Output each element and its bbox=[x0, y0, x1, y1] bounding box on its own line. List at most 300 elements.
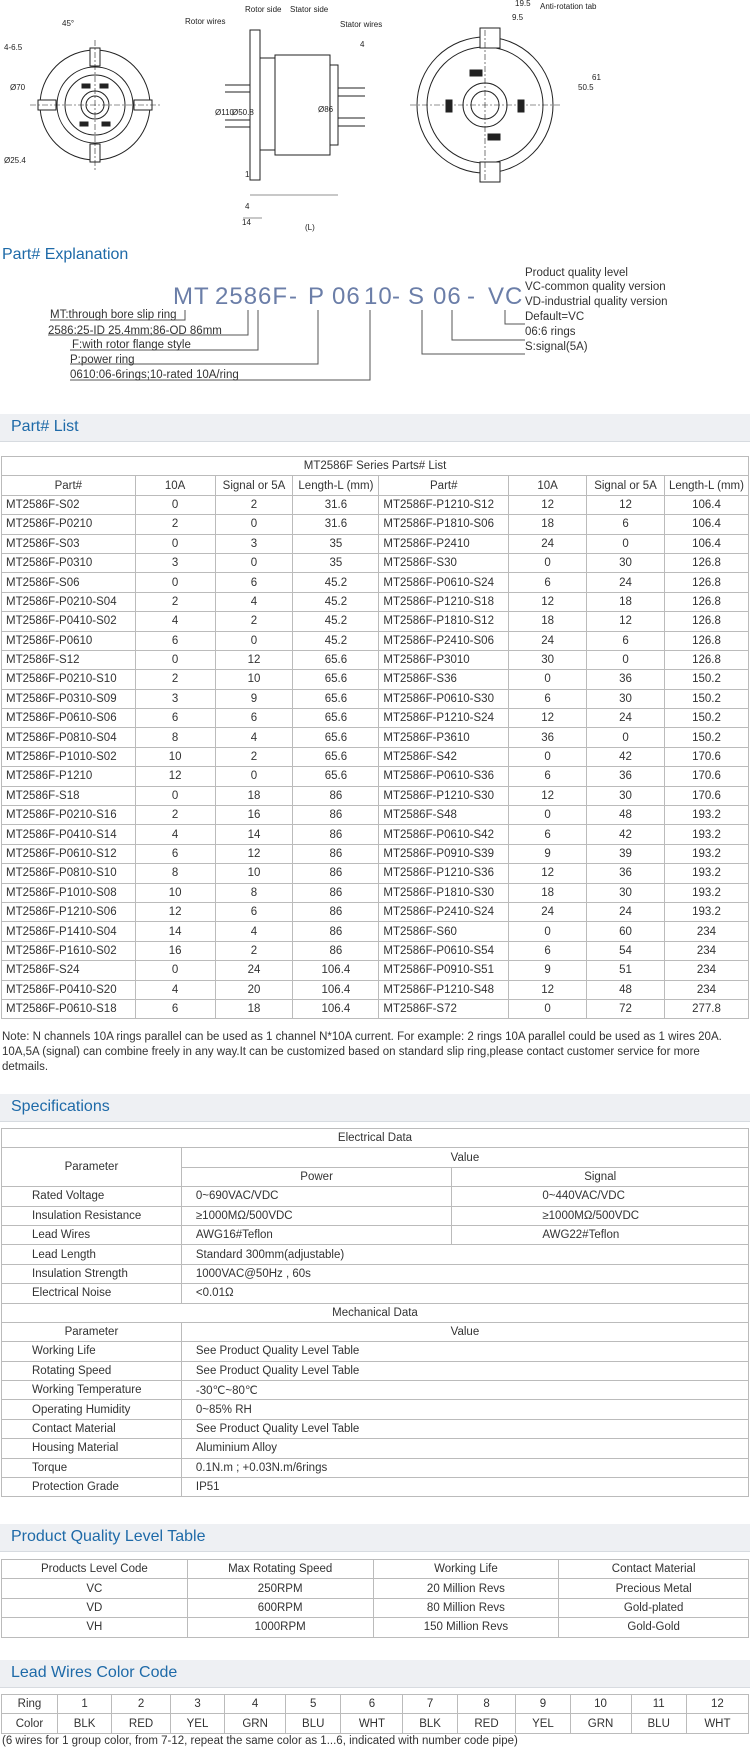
wire-color: BLU bbox=[286, 1714, 341, 1733]
table-row bbox=[2, 1206, 749, 1225]
specs-header bbox=[0, 1094, 750, 1122]
part-number: MT2586F-P1410-S04 bbox=[2, 922, 136, 941]
partlist-col-header: Length-L (mm) bbox=[664, 476, 748, 495]
spec-param: Insulation Resistance bbox=[2, 1206, 182, 1225]
part-value: 24 bbox=[587, 573, 665, 592]
part-value: 24 bbox=[587, 709, 665, 728]
part-number: MT2586F-P0210-S16 bbox=[2, 806, 136, 825]
part-number: MT2586F-P2410-S06 bbox=[379, 631, 509, 650]
part-value: 8 bbox=[215, 883, 293, 902]
part-value: 6 bbox=[215, 709, 293, 728]
table-row bbox=[2, 631, 749, 650]
part-value: 6 bbox=[135, 999, 215, 1018]
table-row bbox=[2, 1264, 749, 1283]
wire-color: GRN bbox=[570, 1714, 631, 1733]
quality-cell: VC bbox=[2, 1579, 188, 1598]
dim-hole: 4-6.5 bbox=[4, 43, 23, 52]
spec-value: 0~85% RH bbox=[181, 1400, 748, 1419]
part-value: 6 bbox=[215, 573, 293, 592]
part-number: MT2586F-S60 bbox=[379, 922, 509, 941]
part-value: 31.6 bbox=[293, 495, 379, 514]
part-value: 36 bbox=[509, 728, 587, 747]
exp-series: 2586:25-ID 25.4mm;86-OD 86mm bbox=[48, 325, 222, 337]
label-rotor-side: Rotor side bbox=[245, 5, 282, 14]
spec-value: 1000VAC@50Hz , 60s bbox=[181, 1264, 748, 1283]
table-row bbox=[2, 1361, 749, 1380]
dim-45: 45° bbox=[62, 19, 75, 28]
part-value: 106.4 bbox=[664, 534, 748, 553]
quality-cell: 150 Million Revs bbox=[373, 1618, 559, 1637]
dim-d25: Ø25.4 bbox=[4, 156, 26, 165]
spec-param: Rated Voltage bbox=[2, 1187, 182, 1206]
part-value: 106.4 bbox=[293, 999, 379, 1018]
mech-param-head: Parameter bbox=[2, 1322, 182, 1341]
part-number: MT2586F-P0610-S42 bbox=[379, 825, 509, 844]
part-value: 193.2 bbox=[664, 883, 748, 902]
part-value: 6 bbox=[509, 941, 587, 960]
part-value: 0 bbox=[587, 534, 665, 553]
part-value: 4 bbox=[135, 612, 215, 631]
part-value: 193.2 bbox=[664, 825, 748, 844]
leadwires-note: (6 wires for 1 group color, from 7-12, repeat the same color as 1...6, indicated with number code pipe) bbox=[2, 1735, 518, 1747]
part-value: 86 bbox=[293, 883, 379, 902]
part-value: 0 bbox=[215, 767, 293, 786]
part-value: 31.6 bbox=[293, 515, 379, 534]
wire-color: WHT bbox=[341, 1714, 403, 1733]
table-row bbox=[2, 1225, 749, 1244]
part-value: 24 bbox=[509, 534, 587, 553]
elec-param-head: Parameter bbox=[2, 1148, 182, 1187]
part-value: 150.2 bbox=[664, 670, 748, 689]
part-value: 2 bbox=[135, 515, 215, 534]
leadwires-table bbox=[1, 1694, 749, 1734]
part-value: 30 bbox=[587, 786, 665, 805]
wire-color: YEL bbox=[516, 1714, 570, 1733]
part-value: 4 bbox=[215, 922, 293, 941]
part-value: 150.2 bbox=[664, 689, 748, 708]
part-value: 234 bbox=[664, 980, 748, 999]
part-value: 170.6 bbox=[664, 767, 748, 786]
table-row bbox=[2, 999, 749, 1018]
spec-param: Torque bbox=[2, 1458, 182, 1477]
part-value: 3 bbox=[215, 534, 293, 553]
code-dash2: - bbox=[392, 283, 401, 310]
ring-number: 7 bbox=[403, 1695, 457, 1714]
part-value: 18 bbox=[215, 786, 293, 805]
part-value: 0 bbox=[215, 553, 293, 572]
part-value: 54 bbox=[587, 941, 665, 960]
table-row bbox=[2, 922, 749, 941]
part-value: 4 bbox=[215, 728, 293, 747]
part-value: 45.2 bbox=[293, 612, 379, 631]
spec-power-value: 0~690VAC/VDC bbox=[181, 1187, 451, 1206]
wire-color: YEL bbox=[170, 1714, 224, 1733]
part-value: 24 bbox=[587, 902, 665, 921]
dim-d110: Ø110 bbox=[215, 108, 234, 117]
part-value: 24 bbox=[509, 902, 587, 921]
part-value: 60 bbox=[587, 922, 665, 941]
part-value: 65.6 bbox=[293, 670, 379, 689]
electrical-title: Electrical Data bbox=[2, 1129, 749, 1148]
spec-value: IP51 bbox=[181, 1478, 748, 1497]
partlist-col-header: Part# bbox=[2, 476, 136, 495]
part-value: 20 bbox=[215, 980, 293, 999]
spec-signal-value: ≥1000MΩ/500VDC bbox=[452, 1206, 749, 1225]
part-value: 65.6 bbox=[293, 709, 379, 728]
part-value: 193.2 bbox=[664, 864, 748, 883]
table-row bbox=[2, 806, 749, 825]
part-value: 86 bbox=[293, 922, 379, 941]
part-value: 6 bbox=[215, 902, 293, 921]
part-value: 10 bbox=[135, 883, 215, 902]
part-value: 4 bbox=[135, 980, 215, 999]
part-number: MT2586F-S30 bbox=[379, 553, 509, 572]
part-value: 0 bbox=[135, 495, 215, 514]
wire-color: BLK bbox=[403, 1714, 457, 1733]
part-number: MT2586F-P2410-S24 bbox=[379, 902, 509, 921]
table-row bbox=[2, 864, 749, 883]
table-row bbox=[2, 592, 749, 611]
part-value: 6 bbox=[509, 689, 587, 708]
quality-cell: 80 Million Revs bbox=[373, 1598, 559, 1617]
partlist-col-header: 10A bbox=[509, 476, 587, 495]
dim-d70: Ø70 bbox=[10, 83, 26, 92]
quality-cell: Precious Metal bbox=[559, 1579, 749, 1598]
part-value: 0 bbox=[509, 553, 587, 572]
part-value: 106.4 bbox=[664, 515, 748, 534]
table-row bbox=[2, 1478, 749, 1497]
exp-signal: S:signal(5A) bbox=[525, 341, 588, 353]
exp-default: Default=VC bbox=[525, 311, 585, 323]
part-number: MT2586F-S03 bbox=[2, 534, 136, 553]
part-number: MT2586F-P0210 bbox=[2, 515, 136, 534]
ring-number: 1 bbox=[58, 1695, 112, 1714]
partlist-table-title: MT2586F Series Parts# List bbox=[2, 457, 749, 476]
part-number: MT2586F-S72 bbox=[379, 999, 509, 1018]
part-value: 24 bbox=[215, 961, 293, 980]
spec-param: Electrical Noise bbox=[2, 1284, 182, 1303]
spec-param: Protection Grade bbox=[2, 1478, 182, 1497]
spec-param: Lead Length bbox=[2, 1245, 182, 1264]
part-value: 86 bbox=[293, 941, 379, 960]
exp-mt: MT:through bore slip ring bbox=[50, 309, 177, 321]
part-value: 48 bbox=[587, 980, 665, 999]
part-value: 277.8 bbox=[664, 999, 748, 1018]
part-value: 24 bbox=[509, 631, 587, 650]
part-value: 9 bbox=[509, 961, 587, 980]
table-row bbox=[2, 534, 749, 553]
quality-col-header: Max Rotating Speed bbox=[187, 1560, 373, 1579]
code-quality: VC bbox=[488, 283, 524, 310]
quality-cell: VD bbox=[2, 1598, 188, 1617]
front-view bbox=[30, 40, 160, 170]
part-value: 12 bbox=[215, 844, 293, 863]
part-value: 6 bbox=[587, 515, 665, 534]
code-dash3: - bbox=[467, 283, 476, 310]
part-number: MT2586F-P0410-S14 bbox=[2, 825, 136, 844]
part-number: MT2586F-P0910-S39 bbox=[379, 844, 509, 863]
part-value: 6 bbox=[135, 709, 215, 728]
part-value: 126.8 bbox=[664, 612, 748, 631]
quality-cell: 20 Million Revs bbox=[373, 1579, 559, 1598]
part-value: 30 bbox=[587, 553, 665, 572]
wire-color: WHT bbox=[686, 1714, 748, 1733]
part-value: 0 bbox=[509, 670, 587, 689]
spec-param: Housing Material bbox=[2, 1439, 182, 1458]
wire-color: RED bbox=[457, 1714, 516, 1733]
spec-signal-value: AWG22#Teflon bbox=[452, 1225, 749, 1244]
rear-view bbox=[410, 28, 560, 182]
table-row bbox=[2, 1342, 749, 1361]
quality-cell: Gold-Gold bbox=[559, 1618, 749, 1637]
part-number: MT2586F-S42 bbox=[379, 747, 509, 766]
quality-cell: 600RPM bbox=[187, 1598, 373, 1617]
part-value: 193.2 bbox=[664, 844, 748, 863]
part-number: MT2586F-P1210-S36 bbox=[379, 864, 509, 883]
part-value: 0 bbox=[135, 786, 215, 805]
code-power-rings: 06 bbox=[332, 283, 361, 310]
elec-value-head: Value bbox=[181, 1148, 748, 1167]
part-value: 12 bbox=[509, 495, 587, 514]
wire-color: BLK bbox=[58, 1714, 112, 1733]
table-row bbox=[2, 495, 749, 514]
part-value: 86 bbox=[293, 806, 379, 825]
table-row bbox=[2, 1381, 749, 1400]
part-value: 0 bbox=[509, 747, 587, 766]
part-number: MT2586F-P0310 bbox=[2, 553, 136, 572]
part-value: 126.8 bbox=[664, 553, 748, 572]
wire-color: BLU bbox=[631, 1714, 686, 1733]
table-row bbox=[2, 650, 749, 669]
part-value: 126.8 bbox=[664, 650, 748, 669]
table-row bbox=[2, 1284, 749, 1303]
part-value: 106.4 bbox=[664, 495, 748, 514]
part-value: 9 bbox=[215, 689, 293, 708]
table-row bbox=[2, 1187, 749, 1206]
part-value: 36 bbox=[587, 767, 665, 786]
part-value: 2 bbox=[135, 670, 215, 689]
table-row bbox=[2, 689, 749, 708]
part-value: 14 bbox=[215, 825, 293, 844]
partlist-col-header: 10A bbox=[135, 476, 215, 495]
quality-table bbox=[1, 1559, 749, 1638]
part-value: 30 bbox=[509, 650, 587, 669]
exp-power: P:power ring bbox=[70, 354, 135, 366]
part-value: 6 bbox=[135, 631, 215, 650]
part-value: 12 bbox=[509, 980, 587, 999]
part-number: MT2586F-P3610 bbox=[379, 728, 509, 747]
spec-power-value: AWG16#Teflon bbox=[181, 1225, 451, 1244]
dim-4b: 4 bbox=[245, 202, 250, 211]
table-row bbox=[2, 902, 749, 921]
ring-number: 5 bbox=[286, 1695, 341, 1714]
spec-param: Lead Wires bbox=[2, 1225, 182, 1244]
dim-L: (L) bbox=[305, 223, 315, 232]
table-row bbox=[2, 515, 749, 534]
ring-label: Ring bbox=[2, 1695, 58, 1714]
table-row bbox=[2, 767, 749, 786]
part-number: MT2586F-P0310-S09 bbox=[2, 689, 136, 708]
part-number: MT2586F-P2410 bbox=[379, 534, 509, 553]
part-value: 0 bbox=[509, 806, 587, 825]
dim-50-5: 50.5 bbox=[578, 83, 594, 92]
part-number: MT2586F-P0610-S30 bbox=[379, 689, 509, 708]
part-number: MT2586F-S24 bbox=[2, 961, 136, 980]
code-signal-rings: 06 bbox=[433, 283, 462, 310]
spec-power-value: ≥1000MΩ/500VDC bbox=[181, 1206, 451, 1225]
part-number: MT2586F-P1210-S30 bbox=[379, 786, 509, 805]
part-value: 0 bbox=[135, 961, 215, 980]
part-number: MT2586F-P1210 bbox=[2, 767, 136, 786]
part-number: MT2586F-P1610-S02 bbox=[2, 941, 136, 960]
part-value: 0 bbox=[215, 631, 293, 650]
part-value: 0 bbox=[509, 999, 587, 1018]
partlist-title: Part# List bbox=[11, 418, 79, 435]
ring-number: 8 bbox=[457, 1695, 516, 1714]
code-p: P bbox=[308, 283, 326, 310]
part-number: MT2586F-P1210-S18 bbox=[379, 592, 509, 611]
table-row bbox=[2, 573, 749, 592]
dim-4: 4 bbox=[360, 40, 365, 49]
explanation-title: Part# Explanation bbox=[2, 246, 129, 263]
part-value: 0 bbox=[135, 534, 215, 553]
quality-header bbox=[0, 1524, 750, 1552]
part-value: 16 bbox=[135, 941, 215, 960]
part-number: MT2586F-P1210-S06 bbox=[2, 902, 136, 921]
part-value: 39 bbox=[587, 844, 665, 863]
table-row bbox=[2, 980, 749, 999]
spec-value: 0.1N.m ; +0.03N.m/6rings bbox=[181, 1458, 748, 1477]
part-value: 2 bbox=[215, 941, 293, 960]
label-anti-rotation: Anti-rotation tab bbox=[540, 2, 597, 11]
code-current: 10 bbox=[364, 283, 393, 310]
exp-quality: Product quality level bbox=[525, 267, 628, 279]
part-value: 3 bbox=[135, 689, 215, 708]
spec-value: <0.01Ω bbox=[181, 1284, 748, 1303]
part-value: 0 bbox=[587, 728, 665, 747]
quality-col-header: Contact Material bbox=[559, 1560, 749, 1579]
quality-title: Product Quality Level Table bbox=[11, 1528, 206, 1545]
technical-drawing bbox=[0, 0, 750, 240]
ring-number: 12 bbox=[686, 1695, 748, 1714]
quality-col-header: Working Life bbox=[373, 1560, 559, 1579]
part-value: 234 bbox=[664, 941, 748, 960]
table-row bbox=[2, 941, 749, 960]
part-value: 106.4 bbox=[293, 980, 379, 999]
part-value: 51 bbox=[587, 961, 665, 980]
quality-col-header: Products Level Code bbox=[2, 1560, 188, 1579]
part-number: MT2586F-P1810-S12 bbox=[379, 612, 509, 631]
part-value: 42 bbox=[587, 825, 665, 844]
table-row bbox=[2, 1400, 749, 1419]
mechanical-title: Mechanical Data bbox=[2, 1303, 749, 1322]
part-value: 234 bbox=[664, 961, 748, 980]
dim-1: 1 bbox=[245, 170, 250, 179]
part-value: 2 bbox=[215, 747, 293, 766]
part-number: MT2586F-P0810-S10 bbox=[2, 864, 136, 883]
table-row bbox=[2, 961, 749, 980]
table-row bbox=[2, 1439, 749, 1458]
table-row bbox=[2, 1245, 749, 1264]
part-number: MT2586F-P1010-S02 bbox=[2, 747, 136, 766]
part-value: 48 bbox=[587, 806, 665, 825]
part-number: MT2586F-S48 bbox=[379, 806, 509, 825]
ring-number: 4 bbox=[225, 1695, 286, 1714]
table-row bbox=[2, 883, 749, 902]
partlist-col-header: Signal or 5A bbox=[587, 476, 665, 495]
part-value: 0 bbox=[135, 650, 215, 669]
part-number: MT2586F-S12 bbox=[2, 650, 136, 669]
side-view bbox=[225, 30, 365, 218]
part-value: 12 bbox=[135, 767, 215, 786]
part-value: 18 bbox=[587, 592, 665, 611]
exp-vc: VC-common quality version bbox=[525, 281, 666, 293]
part-value: 126.8 bbox=[664, 592, 748, 611]
part-number: MT2586F-P0610-S36 bbox=[379, 767, 509, 786]
part-value: 65.6 bbox=[293, 650, 379, 669]
part-value: 0 bbox=[135, 573, 215, 592]
part-value: 234 bbox=[664, 922, 748, 941]
exp-flange: F:with rotor flange style bbox=[72, 339, 191, 351]
part-value: 65.6 bbox=[293, 767, 379, 786]
part-value: 6 bbox=[587, 631, 665, 650]
wire-color: RED bbox=[112, 1714, 171, 1733]
part-value: 35 bbox=[293, 553, 379, 572]
part-number: MT2586F-P1810-S30 bbox=[379, 883, 509, 902]
part-value: 36 bbox=[587, 670, 665, 689]
quality-cell: 250RPM bbox=[187, 1579, 373, 1598]
quality-cell: 1000RPM bbox=[187, 1618, 373, 1637]
part-value: 12 bbox=[509, 864, 587, 883]
part-value: 6 bbox=[509, 767, 587, 786]
exp-rings: 0610:06-6rings;10-rated 10A/ring bbox=[70, 369, 239, 381]
spec-value: -30℃~80℃ bbox=[181, 1381, 748, 1400]
table-row bbox=[2, 844, 749, 863]
spec-param: Operating Humidity bbox=[2, 1400, 182, 1419]
part-number: MT2586F-P0610-S18 bbox=[2, 999, 136, 1018]
table-row bbox=[2, 553, 749, 572]
dim-61: 61 bbox=[592, 73, 601, 82]
ring-number: 2 bbox=[112, 1695, 171, 1714]
part-value: 6 bbox=[135, 844, 215, 863]
table-row bbox=[2, 747, 749, 766]
specs-table bbox=[1, 1128, 749, 1497]
spec-param: Contact Material bbox=[2, 1419, 182, 1438]
code-dash1: - bbox=[289, 283, 298, 310]
part-value: 10 bbox=[215, 864, 293, 883]
table-row bbox=[2, 825, 749, 844]
part-value: 30 bbox=[587, 689, 665, 708]
part-value: 65.6 bbox=[293, 728, 379, 747]
exp-6rings: 06:6 rings bbox=[525, 326, 576, 338]
part-value: 12 bbox=[509, 592, 587, 611]
spec-value: See Product Quality Level Table bbox=[181, 1342, 748, 1361]
part-number: MT2586F-P0910-S51 bbox=[379, 961, 509, 980]
signal-head: Signal bbox=[452, 1167, 749, 1186]
part-value: 65.6 bbox=[293, 747, 379, 766]
part-number: MT2586F-P0210-S10 bbox=[2, 670, 136, 689]
part-value: 36 bbox=[587, 864, 665, 883]
spec-param: Rotating Speed bbox=[2, 1361, 182, 1380]
part-value: 2 bbox=[135, 592, 215, 611]
part-number: MT2586F-P3010 bbox=[379, 650, 509, 669]
part-value: 3 bbox=[135, 553, 215, 572]
specs-title: Specifications bbox=[11, 1098, 110, 1115]
part-number: MT2586F-S18 bbox=[2, 786, 136, 805]
part-value: 150.2 bbox=[664, 709, 748, 728]
part-value: 8 bbox=[135, 864, 215, 883]
part-value: 18 bbox=[509, 515, 587, 534]
